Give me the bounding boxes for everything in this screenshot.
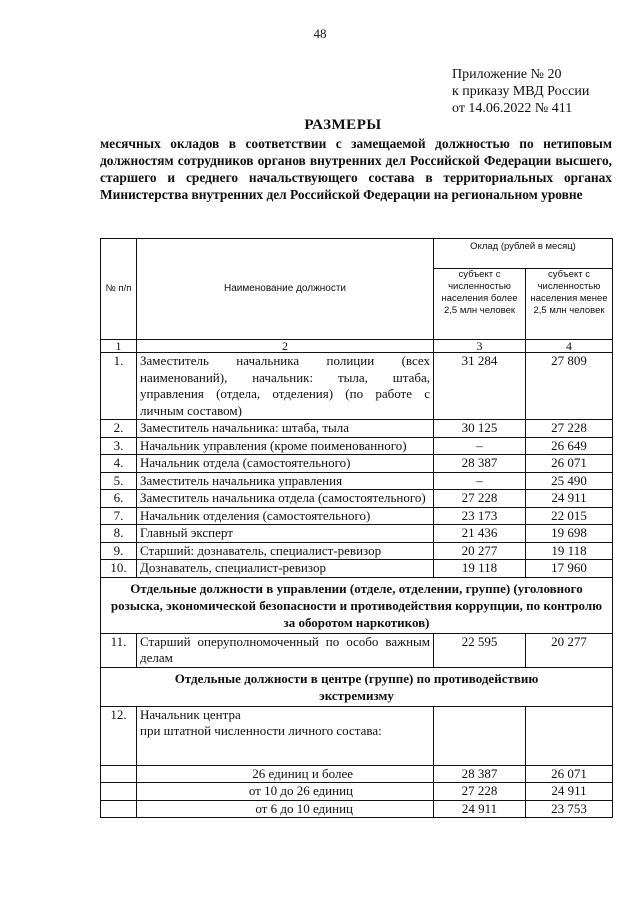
appendix-line-1: Приложение № 20	[452, 67, 562, 82]
appendix-line-2: к приказу МВД России	[452, 84, 590, 99]
salary-over: 27 228	[434, 490, 526, 508]
salary-under: 22 015	[526, 507, 613, 525]
staff-range-label: от 10 до 26 единиц	[137, 783, 434, 801]
row-number: 2.	[101, 420, 137, 438]
staff-range-label: от 6 до 10 единиц	[137, 800, 434, 818]
row-number: 5.	[101, 472, 137, 490]
table-row	[101, 490, 613, 508]
salary-over: 22 595	[434, 633, 526, 667]
salary-under: 26 649	[526, 437, 613, 455]
sub-row	[101, 783, 613, 801]
salary-over: –	[434, 472, 526, 490]
table-row	[101, 455, 613, 473]
position-name: Заместитель начальника: штаба, тыла	[137, 420, 434, 438]
document-title: РАЗМЕРЫ	[304, 117, 382, 133]
table-row	[101, 542, 613, 560]
sub-row	[101, 765, 613, 783]
row-number-empty	[101, 783, 137, 801]
row-number-empty	[101, 800, 137, 818]
salary-under-empty	[526, 706, 613, 765]
salary-table	[100, 238, 613, 818]
position-name: Заместитель начальника полиции (всех наименований), начальник: тыла, штаба, управления (отдела, отделения) (по работе с личным составом)	[137, 353, 434, 420]
salary-over: 28 387	[434, 455, 526, 473]
salary-under: 20 277	[526, 633, 613, 667]
position-name: Начальник отдела (самостоятельного)	[137, 455, 434, 473]
position-name: Дознаватель, специалист-ревизор	[137, 560, 434, 578]
row-number: 12.	[101, 706, 137, 765]
salary-over-empty	[434, 706, 526, 765]
col-number-4: 4	[526, 340, 613, 353]
position-name: Старший: дознаватель, специалист-ревизор	[137, 542, 434, 560]
salary-over: 24 911	[434, 800, 526, 818]
salary-over: 20 277	[434, 542, 526, 560]
header-row-1	[101, 239, 613, 269]
header-col-under: субъект с численностью населения менее 2,5 млн человек	[526, 269, 613, 340]
salary-under: 24 911	[526, 490, 613, 508]
table-row	[101, 472, 613, 490]
sub-row	[101, 800, 613, 818]
row-number-empty	[101, 765, 137, 783]
salary-over: 28 387	[434, 765, 526, 783]
appendix-line-3: от 14.06.2022 № 411	[452, 101, 573, 116]
salary-under: 19 698	[526, 525, 613, 543]
section-row	[101, 667, 613, 706]
salary-under: 25 490	[526, 472, 613, 490]
position-name-line-1: Начальник центра	[140, 706, 241, 722]
row-number: 4.	[101, 455, 137, 473]
salary-under: 26 071	[526, 765, 613, 783]
section-heading-investigation: Отдельные должности в управлении (отделе, отделении, группе) (уголовного розыска, экономической безопасности и противодействия коррупции, по контролю за оборотом наркотиков)	[101, 577, 613, 633]
position-name: Начальник управления (кроме поименованного)	[137, 437, 434, 455]
table-row	[101, 525, 613, 543]
header-col-over: субъект с численностью населения более 2,5 млн человек	[434, 269, 526, 340]
position-name	[137, 706, 434, 765]
table-row	[101, 437, 613, 455]
table-row	[101, 353, 613, 420]
salary-over: 23 173	[434, 507, 526, 525]
salary-over: 19 118	[434, 560, 526, 578]
salary-under: 24 911	[526, 783, 613, 801]
position-name: Старший оперуполномоченный по особо важным делам	[137, 633, 434, 667]
salary-under: 27 809	[526, 353, 613, 420]
table-row	[101, 706, 613, 765]
row-number: 7.	[101, 507, 137, 525]
staff-range-label: 26 единиц и более	[137, 765, 434, 783]
salary-under: 19 118	[526, 542, 613, 560]
salary-under: 27 228	[526, 420, 613, 438]
position-name-line-2: при штатной численности личного состава:	[140, 723, 382, 738]
table-row	[101, 560, 613, 578]
page-number: 48	[313, 26, 327, 41]
table-row	[101, 507, 613, 525]
column-number-row	[101, 340, 613, 353]
position-name: Главный эксперт	[137, 525, 434, 543]
section-heading-extremism: Отдельные должности в центре (группе) по противодействию экстремизму	[101, 667, 613, 706]
position-name: Заместитель начальника управления	[137, 472, 434, 490]
salary-over: 21 436	[434, 525, 526, 543]
table-row	[101, 420, 613, 438]
row-number: 3.	[101, 437, 137, 455]
salary-over: 31 284	[434, 353, 526, 420]
row-number: 8.	[101, 525, 137, 543]
position-name: Начальник отделения (самостоятельного)	[137, 507, 434, 525]
row-number: 11.	[101, 633, 137, 667]
header-name: Наименование должности	[137, 239, 434, 340]
row-number: 6.	[101, 490, 137, 508]
col-number-3: 3	[434, 340, 526, 353]
salary-over: 27 228	[434, 783, 526, 801]
row-number: 10.	[101, 560, 137, 578]
header-salary: Оклад (рублей в месяц)	[434, 239, 613, 269]
section-row	[101, 577, 613, 633]
col-number-1: 1	[101, 340, 137, 353]
appendix-block	[452, 66, 622, 117]
col-number-2: 2	[137, 340, 434, 353]
salary-over: –	[434, 437, 526, 455]
salary-under: 26 071	[526, 455, 613, 473]
row-number: 9.	[101, 542, 137, 560]
row-number: 1.	[101, 353, 137, 420]
salary-under: 23 753	[526, 800, 613, 818]
header-num: № п/п	[101, 239, 137, 340]
document-subtitle: месячных окладов в соответствии с замещаемой должностью по нетиповым должностям сотрудников органов внутренних дел Российской Федерации высшего, старшего и среднего начальствующего состава в территориальных органах Министерства внутренних дел Российской Федерации на региональном уровне	[100, 136, 612, 202]
position-name: Заместитель начальника отдела (самостоятельного)	[137, 490, 434, 508]
table-row	[101, 633, 613, 667]
salary-over: 30 125	[434, 420, 526, 438]
salary-under: 17 960	[526, 560, 613, 578]
